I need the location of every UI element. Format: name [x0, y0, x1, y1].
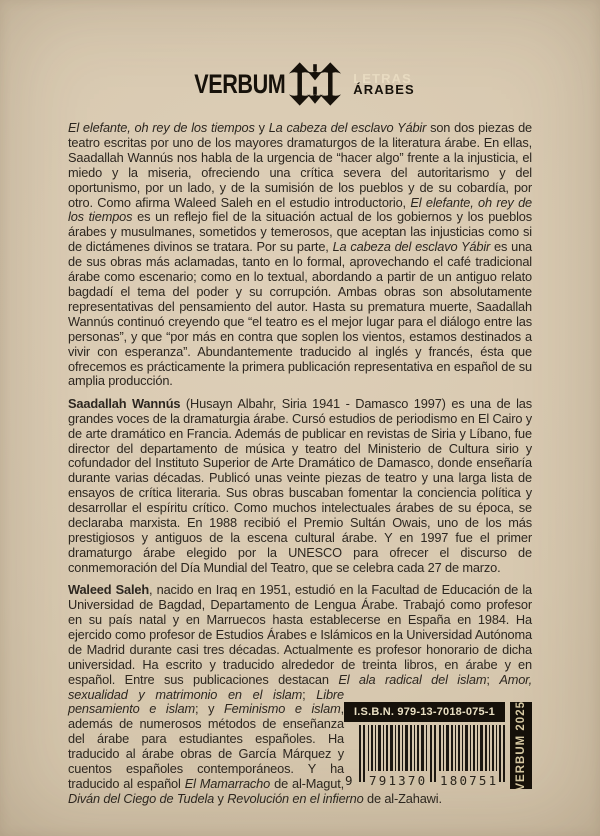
paragraph-bio-saleh-text: Waleed Saleh, nacido en Iraq en 1951, estudió en la Facultad de Educación de la Universidad de Bagdad, Departamento de Lengua Árabe. Trabajó como profesor en su país natal y en Marruecos hasta establecerse en España en 1984. Ha ejercido como profesor de Estudios Árabes e Islámicos en la Universidad Autónoma de Madrid durante casi tres décadas. Actualmente es profesor honorario de dicha universidad. Ha escrito y traducido alrededor de treinta libros, en árabe y en español. Entre sus publicaciones destacan El ala radical del islam; Amor, sexualidad y matrimonio en el islam; Libre pensamiento e islam; y Feminismo e islam, además de numerosos métodos de enseñanza del árabe para estudiantes españoles. Ha traducido al árabe obras de García Márquez y cuentos españoles contemporáneos. Y ha traducido al español El Mamarracho de al-Magut, Diván del Ciego de Tudela y Revolución en el infierno de al-Zahawi. — [68, 582, 532, 806]
barcode-group1: 791370 — [368, 773, 425, 789]
paragraph-bio-wannus — [68, 397, 532, 576]
paragraph-synopsis — [68, 121, 532, 389]
back-cover-text — [68, 121, 532, 814]
collection-line1: LETRAS — [353, 70, 412, 86]
collection-name — [353, 70, 415, 97]
publisher-year-text: VERBUM 2025 — [514, 700, 527, 791]
barcode-group2: 180751 — [439, 773, 496, 789]
barcode — [345, 725, 505, 789]
barcode-digit-left: 9 — [344, 773, 352, 789]
collection-line2: ÁRABES — [353, 82, 415, 97]
isbn-barcode-block — [344, 702, 532, 790]
paragraph-synopsis-text: El elefante, oh rey de los tiempos y La cabeza del esclavo Yábir son dos piezas de teatro escritas por uno de los mayores dramaturgos de la literatura árabe. En ellas, Saadallah Wannús nos habla de la urgencia de “hacer algo” frente a la injusticia, el miedo y la miseria, ofreciendo una crítica severa del autoritarismo y del oportunismo, por un lado, y de la sumisión de los pueblos y de su cobardía, por otro. Como afirma Waleed Saleh en el estudio introductorio, El elefante, oh rey de los tiempos es un reflejo fiel de la situación actual de los gobiernos y los pueblos árabes y musulmanes, sometidos y temerosos, que aceptan las injusticias como si de dictámenes divinos se tratara. Por su parte, La cabeza del esclavo Yábir es una de sus obras más aclamadas, tanto en lo formal, aprovechando el café tradicional árabe como escenario; como en lo textual, abordando a partir de un antiguo relato bagdadí el tema del poder y su corrupción. Ambas obras son absolutamente representativas del pensamiento del autor. Hasta su prematura muerte, Saadallah Wannús continuó creyendo que “el teatro es el mejor lugar para el diálogo entre las personas”, y que “por más en contra que soplen los vientos, estamos destinados a vivir con esperanza”. Abundantemente traducido al inglés y francés, ésta que ofrecemos es prácticamente la primera publicación representativa en español de su amplia producción. — [68, 120, 533, 389]
publisher-header — [0, 62, 600, 106]
verbum-arrows-icon — [288, 62, 342, 106]
isbn-label: I.S.B.N. 979-13-7018-075-1 — [344, 702, 505, 722]
verbum-wordmark: VERBUM — [194, 68, 286, 99]
publisher-year-band — [510, 702, 532, 789]
paragraph-bio-saleh — [68, 583, 532, 807]
isbn-barcode-column — [344, 702, 505, 790]
paragraph-bio-wannus-text: Saadallah Wannús (Husayn Albahr, Siria 1941 - Damasco 1997) es una de las grandes voces de la dramaturgia árabe. Cursó estudios de periodismo en El Cairo y de arte dramático en Francia. Además de publicar en revistas de Siria y Líbano, fue director del departamento de música y teatro del Ministerio de Cultura sirio y cofundador del Instituto Superior de Arte Dramático de Damasco, donde enseñaría durante varias décadas. Publicó unas veinte piezas de teatro y una larga lista de ensayos de crítica literaria. Sus obras buscaban fomentar la conciencia política y desarrollar el espíritu crítico. Como muchos intelectuales árabes de su época, se declaraba marxista. En 1988 recibió el Premio Sultán Owais, uno de los más prestigiosos y antiguos de la escena cultural árabe. Y en 1997 fue el primer dramaturgo árabe elegido por la UNESCO para ofrecer el discurso de conmemoración del Día Mundial del Teatro, que se celebra cada 27 de marzo. — [68, 395, 532, 575]
